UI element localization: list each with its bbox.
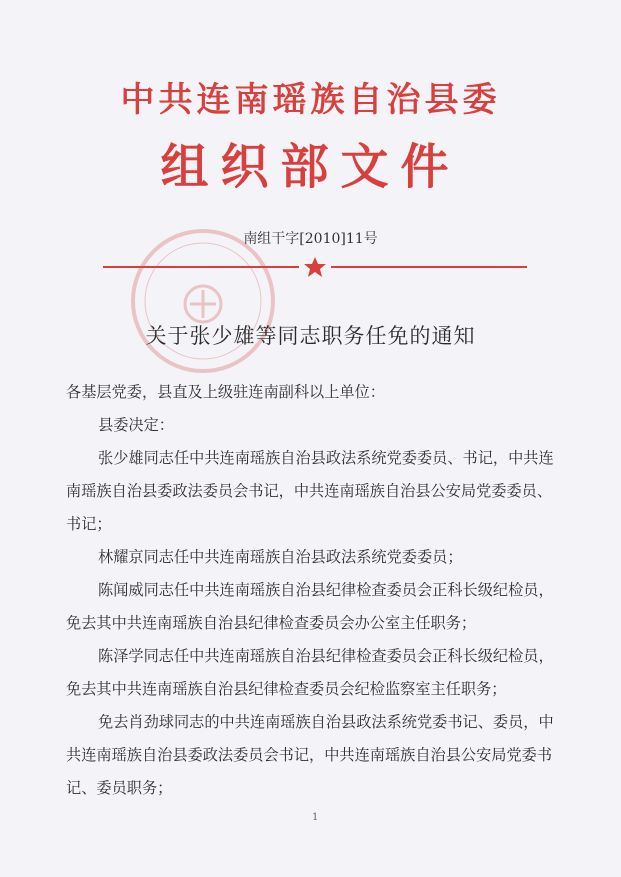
notice-body (66, 376, 556, 805)
red-divider-with-star (103, 256, 527, 278)
appointment-paragraph-4: 陈泽学同志任中共连南瑶族自治县纪律检查委员会正科长级纪检员，免去其中共连南瑶族自治县纪律检查委员会纪检监察室主任职务； (66, 647, 554, 698)
appointment-paragraph-1: 张少雄同志任中共连南瑶族自治县政法系统党委委员、书记，中共连南瑶族自治县委政法委员会书记，中共连南瑶族自治县公安局党委委员、书记； (66, 449, 554, 533)
document-type-heading: 组织部文件 (160, 139, 461, 195)
appointment-paragraph-3: 陈闻威同志任中共连南瑶族自治县纪律检查委员会正科长级纪检员，免去其中共连南瑶族自治县纪律检查委员会办公室主任职务； (66, 581, 554, 632)
document-number: 南组干字[2010]11号 (243, 231, 378, 247)
notice-title: 关于张少雄等同志职务任免的通知 (145, 324, 476, 348)
star-icon (304, 257, 326, 277)
appointment-paragraph-2: 林耀京同志任中共连南瑶族自治县政法系统党委委员； (98, 548, 463, 566)
page-number: 1 (312, 812, 319, 823)
official-seal-stamp (128, 226, 278, 376)
addressee-line: 各基层党委，县直及上级驻连南副科以上单位： (66, 383, 385, 401)
decision-intro: 县委决定： (98, 416, 174, 434)
removal-paragraph-5: 免去肖劲球同志的中共连南瑶族自治县政法系统党委书记、委员，中共连南瑶族自治县委政法委员会书记，中共连南瑶族自治县公安局党委书记、委员职务； (66, 713, 554, 797)
issuing-organization: 中共连南瑶族自治县委 (120, 80, 501, 120)
